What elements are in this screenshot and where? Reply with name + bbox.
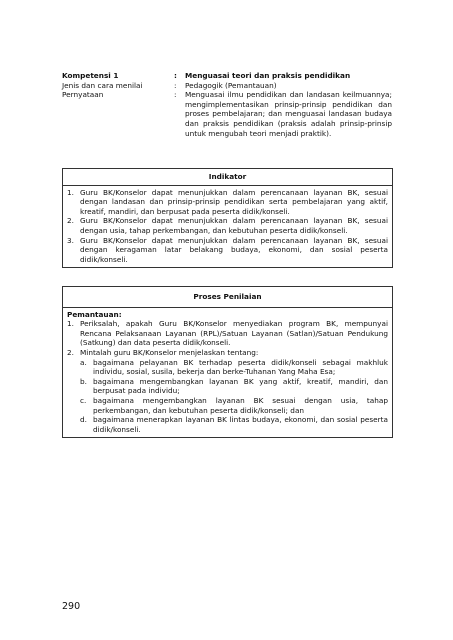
- kompetensi-label: Kompetensi 1: [62, 71, 119, 80]
- kompetensi-value: Menguasai teori dan praksis pendidikan: [185, 71, 351, 80]
- indikator-list: [67, 188, 388, 265]
- colon: :: [174, 90, 177, 100]
- list-item: [67, 216, 388, 235]
- pemantauan-heading: Pemantauan:: [67, 309, 122, 319]
- sub-list: [80, 358, 388, 435]
- jenis-label: Jenis dan cara menilai: [62, 80, 143, 90]
- competency-header: [62, 71, 392, 138]
- sub-item-letter: c.: [80, 395, 87, 405]
- sub-list-item: [80, 377, 388, 396]
- list-item: [67, 348, 388, 434]
- sub-list-item: [80, 396, 388, 415]
- indikator-box: [62, 168, 393, 268]
- item-text: Guru BK/Konselor dapat menunjukkan dalam perencanaan layanan BK, sesuai dengan keragaman latar belakang budaya, ekonomi, dan sosial peserta didik/konseli.: [80, 235, 388, 264]
- sub-item-letter: a.: [80, 357, 87, 367]
- page-number: 290: [62, 601, 81, 612]
- pernyataan-value: Menguasai ilmu pendidikan dan landasan keilmuannya; mengimplementasikan prinsip-prinsip pendidikan dan proses pembelajaran; dan menguasai landasan budaya dan praksis pendidikan (praksis adalah prinsip-prinsip untuk mengubah teori menjadi praktik).: [185, 90, 392, 138]
- proses-body: [63, 308, 392, 438]
- item-text: Guru BK/Konselor dapat menunjukkan dalam perencanaan layanan BK, sesuai dengan usia, tahap perkembangan, dan kebutuhan peserta didik/konseli.: [80, 216, 388, 235]
- kompetensi-row: [62, 71, 392, 81]
- list-item: [67, 188, 388, 217]
- item-text: Mintalah guru BK/Konselor menjelaskan tentang:: [80, 347, 259, 357]
- list-item: [67, 319, 388, 348]
- item-number: 1.: [67, 187, 74, 197]
- sub-item-text: bagaimana mengembangkan layanan BK sesuai dengan usia, tahap perkembangan, dan kebutuhan peserta didik/konseli; dan: [93, 395, 388, 415]
- proses-title: Proses Penilaian: [63, 287, 392, 308]
- sub-item-letter: d.: [80, 415, 87, 425]
- jenis-value: Pedagogik (Pemantauan): [185, 80, 277, 90]
- sub-item-text: bagaimana pelayanan BK terhadap peserta didik/konseli sebagai makhluk individu, sosial, susila, bekerja dan berke-Tuhanan Yang Maha Esa;: [93, 357, 388, 377]
- pernyataan-row: [62, 90, 392, 138]
- item-text: Periksalah, apakah Guru BK/Konselor menyediakan program BK, mempunyai Rencana Pelaksanaan Layanan (RPL)/Satuan Layanan (Satlan)/Satuan Pendukung (Satkung) dan data peserta didik/konseli.: [80, 319, 388, 348]
- indikator-body: [63, 186, 392, 268]
- colon: :: [174, 80, 177, 90]
- proses-list: [67, 319, 388, 434]
- sub-list-item: [80, 415, 388, 434]
- list-item: [67, 236, 388, 265]
- item-text: Guru BK/Konselor dapat menunjukkan dalam perencanaan layanan BK, sesuai dengan landasan dan prinsip-prinsip pendidikan serta pembelajaran yang aktif, kreatif, mandiri, dan berpusat pada peserta didik/konseli.: [80, 187, 388, 216]
- sub-item-text: bagaimana menerapkan layanan BK lintas budaya, ekonomi, dan sosial peserta didik/konseli.: [93, 415, 388, 434]
- sub-item-text: bagaimana mengembangkan layanan BK yang aktif, kreatif, mandiri, dan berpusat pada individu;: [93, 376, 388, 396]
- sub-item-letter: b.: [80, 376, 87, 386]
- colon: :: [174, 71, 177, 80]
- item-number: 1.: [67, 319, 74, 329]
- pernyataan-label: Pernyataan: [62, 90, 104, 100]
- jenis-row: [62, 81, 392, 91]
- proses-penilaian-box: [62, 286, 393, 438]
- item-number: 2.: [67, 347, 74, 357]
- item-number: 3.: [67, 235, 74, 245]
- item-number: 2.: [67, 216, 74, 226]
- indikator-title: Indikator: [63, 169, 392, 186]
- sub-list-item: [80, 358, 388, 377]
- item-content: [80, 348, 388, 434]
